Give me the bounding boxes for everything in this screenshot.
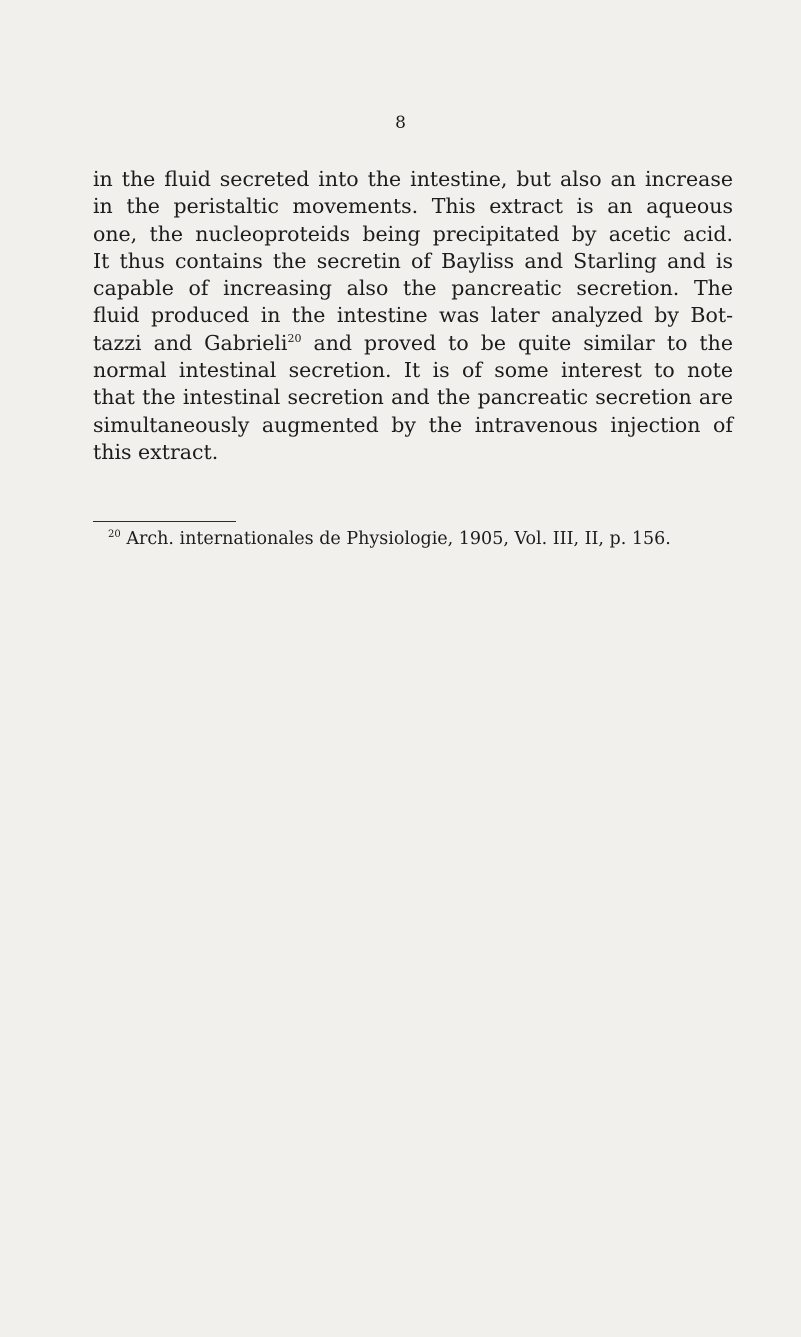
text-line: simultaneously augmented by the intravenous injection of [93,412,733,437]
text-line-with-footnote-ref [93,330,733,357]
text-line: in the fluid secreted into the intestine, but also an increase [93,167,733,191]
footnote [108,528,733,550]
text-segment: and proved to be quite similar to the [301,330,733,355]
text-line: in the peristaltic movements. This extract is an aqueous [93,194,733,219]
body-paragraph [93,166,733,466]
text-line: that the intestinal secretion and the pancreatic secretion are [93,385,733,410]
text-segment: tazzi and Gabrieli [93,330,288,355]
text-line: one, the nucleoproteids being precipitated by acetic acid. [93,221,733,246]
text-line: fluid produced in the intestine was later analyzed by Bot- [93,303,733,328]
text-line: It thus contains the secretin of Bayliss and Starling and is [93,248,733,273]
footnote-divider [93,521,236,522]
page-number: 8 [395,113,406,133]
footnote-reference: 20 [287,331,302,345]
text-line: normal intestinal secretion. It is of some interest to note [93,358,733,383]
text-line: capable of increasing also the pancreatic secretion. The [93,276,733,301]
text-line: this extract. [93,439,219,464]
footnote-marker: 20 [108,529,121,540]
footnote-text: Arch. internationales de Physiologie, 1905, Vol. III, II, p. 156. [126,529,671,549]
